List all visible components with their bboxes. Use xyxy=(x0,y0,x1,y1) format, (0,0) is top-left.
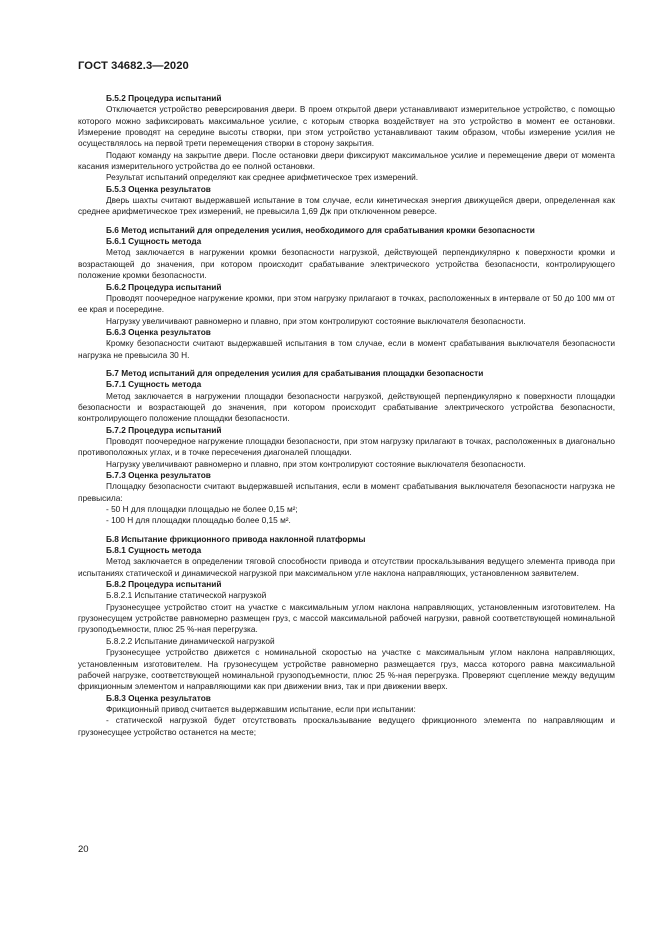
paragraph: Фрикционный привод считается выдержавшим испытание, если при испытании: xyxy=(106,703,416,714)
section-heading: Б.7.2 Процедура испытаний xyxy=(106,424,222,435)
paragraph: Отключается устройство реверсирования двери. В проем открытой двери устанавливают измерительное устройство, с помощью которого можно зафиксировать максимальное усилие, с которым створка воздействует на это устройство в момент ее остановки. Измерение проводят на середине высоты створки, при этом устройство устанавливают таким образом, чтобы измерение усилия не осуществлялось на первой трети перемещения створки в сторону закрытия. xyxy=(78,104,615,149)
paragraph: Проводят поочередное нагружение кромки, при этом нагрузку прилагают в точках, расположенных в интервале от 50 до 100 мм от ее края и посередине. xyxy=(78,292,615,315)
paragraph: Метод заключается в нагружении площадки безопасности нагрузкой, действующей перпендикулярно к поверхности площадки безопасности и возрастающей до значения, при котором происходит срабатывание электрического устройства безопасности, контролирующего положение площадки безопасности. xyxy=(78,390,615,424)
paragraph: Б.8.2.1 Испытание статической нагрузкой xyxy=(106,590,267,601)
section-heading: Б.7.3 Оценка результатов xyxy=(106,470,211,480)
section-heading: Б.8.1 Сущность метода xyxy=(106,545,202,556)
paragraph: Кромку безопасности считают выдержавшей испытания в том случае, если в момент срабатывания выключателя безопасности нагрузка не превысила 30 Н. xyxy=(78,338,615,360)
page-number: 20 xyxy=(78,844,89,855)
section-heading: Б.7.1 Сущность метода xyxy=(106,379,202,390)
paragraph: Метод заключается в определении тяговой способности привода и отсутствии проскальзывания ведущего элемента привода при испытаниях статической и динамической нагрузкой при максимальном угле наклона направляющих, установленном заявителем. xyxy=(78,556,615,578)
section-heading: Б.7 Метод испытаний для определения усилия для срабатывания площадки безопасности xyxy=(106,367,484,378)
paragraph: Площадку безопасности считают выдержавшей испытания, если в момент срабатывания выключателя безопасности нагрузка не превысила: xyxy=(78,481,615,503)
paragraph: - статической нагрузкой будет отсутствовать проскальзывание ведущего фрикционного элемента по направляющим и грузонесущее устройство останется на месте; xyxy=(78,715,615,737)
section-heading: Б.6.1 Сущность метода xyxy=(106,236,202,247)
paragraph: Нагрузку увеличивают равномерно и плавно, при этом контролируют состояние выключателя безопасности. xyxy=(106,458,526,469)
section-heading: Б.6.3 Оценка результатов xyxy=(106,326,211,337)
section-heading: Б.6.2 Процедура испытаний xyxy=(106,281,222,292)
document-code: ГОСТ 34682.3—2020 xyxy=(78,60,189,72)
section-heading: - 50 Н для площадки площадью не более 0,15 м²; xyxy=(106,504,298,515)
paragraph: Грузонесущее устройство движется с номинальной скоростью на участке с максимальным углом наклона направляющих, установленным изготовителем. На грузонесущем устройстве равномерно размещается груз, масса которого равна максимальной рабочей нагрузке, соответствующей номинальной грузоподъемности, плюс 25 %-ная перегрузка. Проверяют сцепление между ведущим фрикционным элементом и направляющими как при движении вниз, так и при движении вверх. xyxy=(78,647,615,692)
paragraph: Метод заключается в нагружении кромки безопасности нагрузкой, действующей перпендикулярно к поверхности кромки и возрастающей до значения, при котором происходит срабатывание электрического устройства безопасности, контролирующего положение кромки безопасности. xyxy=(78,247,615,281)
paragraph: Грузонесущее устройство стоит на участке с максимальным углом наклона направляющих, установленным изготовителем. На грузонесущем устройстве равномерно размещен груз, с массой максимальной рабочей нагрузки, равной соответствующей номинальной грузоподъемности, плюс 25 %-ная перегрузка. xyxy=(78,601,615,635)
paragraph: Проводят поочередное нагружение площадки безопасности, при этом нагрузку прилагают в точках, расположенных в диагонально противоположных углах, и в точке пересечения диагоналей площадки. xyxy=(78,435,615,458)
section-heading: Б.8.2 Процедура испытаний xyxy=(106,579,222,590)
section-heading: Б.5.3 Оценка результатов xyxy=(106,183,211,194)
paragraph: Б.8.2.2 Испытание динамической нагрузкой xyxy=(106,635,275,646)
paragraph: Результат испытаний определяют как среднее арифметическое трех измерений. xyxy=(106,172,419,183)
paragraph: Подают команду на закрытие двери. После остановки двери фиксируют максимальное усилие и перемещение двери от момента касания измерительного устройства до ее полной остановки. xyxy=(78,149,615,172)
paragraph: Дверь шахты считают выдержавшей испытание в том случае, если кинетическая энергия движущейся двери, определенная как среднее арифметическое трех измерений, не превысила 1,69 Дж при отключенном реверсе. xyxy=(78,195,615,217)
section-heading: Б.8 Испытание фрикционного привода наклонной платформы xyxy=(106,533,366,544)
section-heading: Б.8.3 Оценка результатов xyxy=(106,692,211,703)
section-heading: Б.5.2 Процедура испытаний xyxy=(106,93,222,103)
section-heading: Б.6 Метод испытаний для определения усилия, необходимого для срабатывания кромки безопасности xyxy=(106,224,535,235)
paragraph: Нагрузку увеличивают равномерно и плавно, при этом контролируют состояние выключателя безопасности. xyxy=(106,315,526,326)
document-body xyxy=(78,93,615,738)
section-heading: - 100 Н для площадки площадью более 0,15 м². xyxy=(106,515,291,526)
